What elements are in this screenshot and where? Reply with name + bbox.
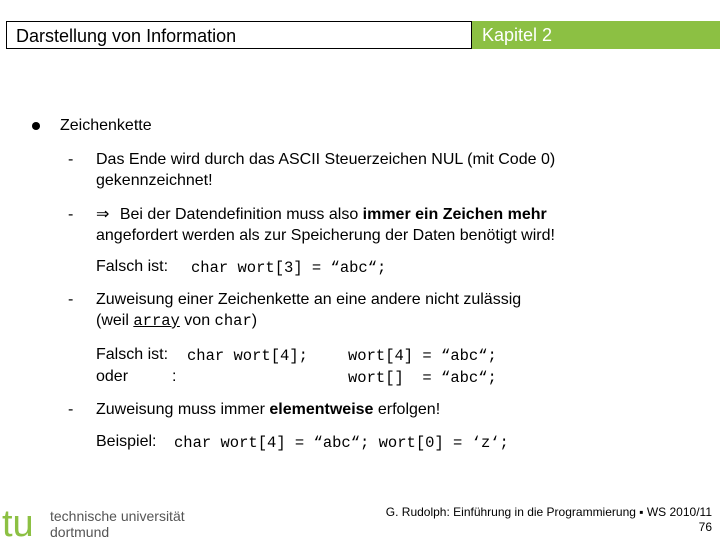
dash: - bbox=[68, 151, 74, 168]
falsch2-code-right1: wort[4] = “abc“; bbox=[348, 347, 497, 365]
item2-line2: angefordert werden als zur Speicherung der Daten benötigt wird! bbox=[96, 227, 555, 244]
item1-line1: Das Ende wird durch das ASCII Steuerzeichen NUL (mit Code 0) bbox=[96, 151, 556, 168]
chapter-label: Kapitel 2 bbox=[482, 25, 553, 45]
falsch2-label: Falsch ist: bbox=[96, 346, 169, 363]
item3-line2: (weil array von char) bbox=[96, 312, 258, 330]
beispiel-code: char wort[4] = “abc“; wort[0] = ‘z‘; bbox=[174, 434, 509, 452]
item3-line1: Zuweisung einer Zeichenkette an eine andere nicht zulässig bbox=[96, 291, 522, 308]
oder-colon: : bbox=[172, 368, 177, 385]
falsch-code: char wort[3] = “abc“; bbox=[191, 259, 387, 277]
char-keyword: char bbox=[214, 312, 252, 330]
dash: - bbox=[68, 291, 74, 308]
item2-line1: ⇒ Bei der Datendefinition muss also immer ein Zeichen mehr bbox=[96, 206, 547, 223]
bullet-dot bbox=[32, 122, 40, 130]
item4-line1: Zuweisung muss immer elementweise erfolgen! bbox=[96, 401, 441, 418]
falsch-label: Falsch ist: bbox=[96, 258, 169, 275]
oder-label: oder bbox=[96, 368, 129, 385]
array-keyword: array bbox=[133, 312, 180, 330]
dash: - bbox=[68, 206, 74, 223]
item1-line2: gekennzeichnet! bbox=[96, 172, 213, 189]
falsch2-code: char wort[4]; bbox=[187, 347, 308, 365]
chapter-banner bbox=[472, 21, 720, 49]
bullet-title: Zeichenkette bbox=[60, 117, 152, 134]
svg-text:technische universität: technische universität bbox=[50, 508, 185, 524]
svg-text:tu: tu bbox=[2, 503, 34, 540]
falsch2-code-right2: wort[] = “abc“; bbox=[348, 369, 497, 387]
page-number: 76 bbox=[698, 520, 712, 534]
footer-credit bbox=[386, 505, 712, 535]
beispiel-label: Beispiel: bbox=[96, 433, 157, 450]
svg-text:dortmund: dortmund bbox=[50, 524, 110, 540]
dash: - bbox=[68, 401, 74, 418]
tu-dortmund-logo bbox=[0, 502, 200, 545]
page-title: Darstellung von Information bbox=[16, 26, 237, 46]
implies-icon: ⇒ bbox=[96, 206, 110, 223]
header-title-box bbox=[6, 21, 472, 49]
footer-author: G. Rudolph: Einführung in die Programmierung ▪ WS 2010/11 bbox=[385, 505, 712, 519]
